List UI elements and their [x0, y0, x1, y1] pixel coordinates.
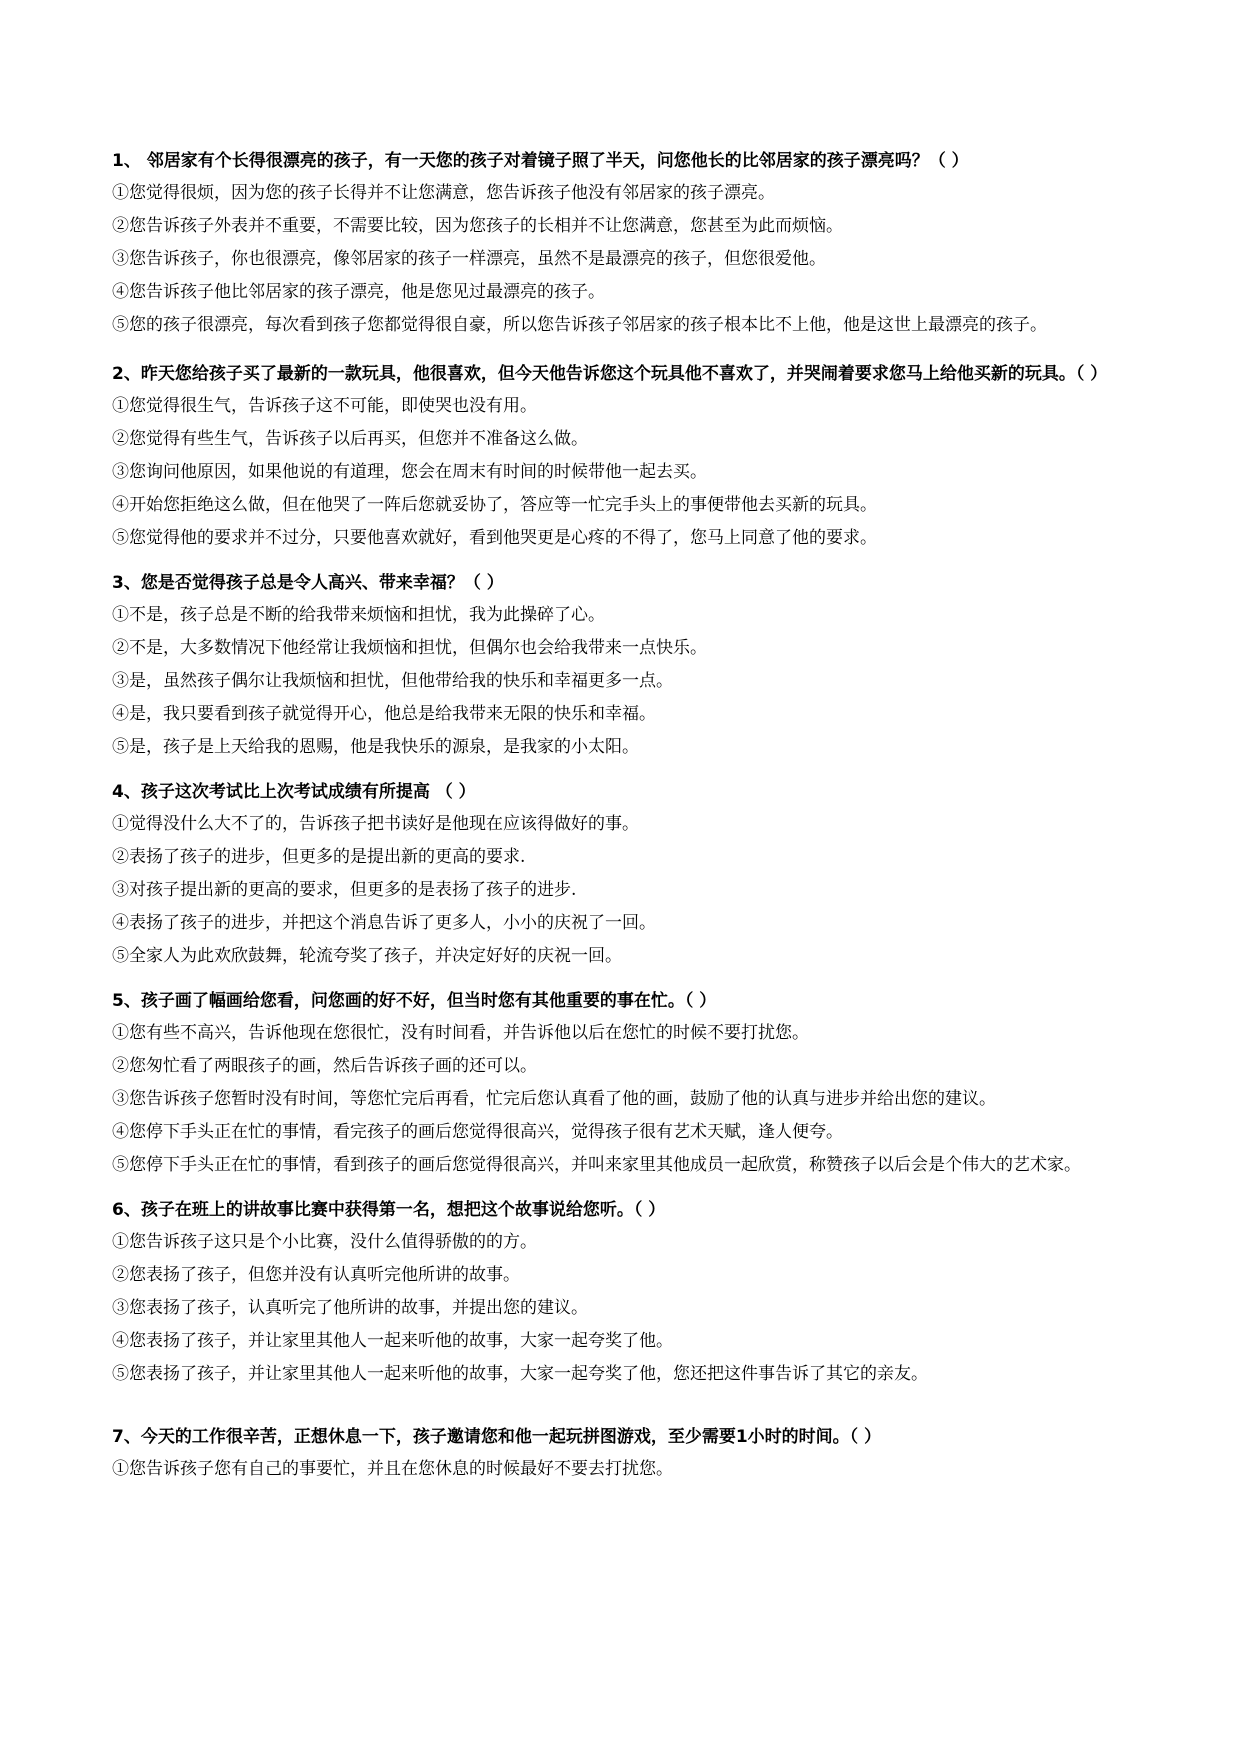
question-2: [112, 358, 1137, 555]
option: ④表扬了孩子的进步，并把这个消息告诉了更多人，小小的庆祝了一回。: [112, 913, 656, 933]
option: ①觉得没什么大不了的，告诉孩子把书读好是他现在应该得做好的事。: [112, 814, 639, 834]
option: ①您告诉孩子这只是个小比赛，没什么值得骄傲的的方。: [112, 1232, 537, 1252]
option: ⑤您停下手头正在忙的事情，看到孩子的画后您觉得很高兴，并叫来家里其他成员一起欣赏，称赞孩子以后会是个伟大的艺术家。: [112, 1155, 1081, 1175]
option: ①您告诉孩子您有自己的事要忙，并且在您休息的时候最好不要去打扰您。: [112, 1459, 673, 1479]
option: ②您觉得有些生气，告诉孩子以后再买，但您并不准备这么做。: [112, 429, 588, 449]
question-title: 4、孩子这次考试比上次考试成绩有所提高 （ ）: [112, 782, 476, 802]
option: ③您告诉孩子，你也很漂亮，像邻居家的孩子一样漂亮，虽然不是最漂亮的孩子，但您很爱他。: [112, 249, 826, 269]
option: ④是，我只要看到孩子就觉得开心，他总是给我带来无限的快乐和幸福。: [112, 704, 656, 724]
option: ②您表扬了孩子，但您并没有认真听完他所讲的故事。: [112, 1265, 520, 1285]
option: ④您表扬了孩子，并让家里其他人一起来听他的故事，大家一起夸奖了他。: [112, 1331, 673, 1351]
question-title: 6、孩子在班上的讲故事比赛中获得第一名，想把这个故事说给您听。（ ）: [112, 1200, 666, 1220]
option: ⑤全家人为此欢欣鼓舞，轮流夸奖了孩子，并决定好好的庆祝一回。: [112, 946, 622, 966]
question-title: 7、今天的工作很辛苦，正想休息一下，孩子邀请您和他一起玩拼图游戏，至少需要1小时的时间。（ ）: [112, 1427, 882, 1447]
option: ③您告诉孩子您暂时没有时间，等您忙完后再看，忙完后您认真看了他的画，鼓励了他的认真与进步并给出您的建议。: [112, 1089, 996, 1109]
option: ①您觉得很生气，告诉孩子这不可能，即使哭也没有用。: [112, 396, 537, 416]
option: ②您匆忙看了两眼孩子的画，然后告诉孩子画的还可以。: [112, 1056, 537, 1076]
question-title: 3、您是否觉得孩子总是令人高兴、带来幸福？（ ）: [112, 573, 504, 593]
option: ③您询问他原因，如果他说的有道理，您会在周末有时间的时候带他一起去买。: [112, 462, 707, 482]
option: ②您告诉孩子外表并不重要，不需要比较，因为您孩子的长相并不让您满意，您甚至为此而烦恼。: [112, 216, 843, 236]
option: ①您觉得很烦，因为您的孩子长得并不让您满意，您告诉孩子他没有邻居家的孩子漂亮。: [112, 183, 775, 203]
option: ②表扬了孩子的进步，但更多的是提出新的更高的要求.: [112, 847, 526, 867]
option: ③对孩子提出新的更高的要求，但更多的是表扬了孩子的进步.: [112, 880, 577, 900]
option: ⑤您觉得他的要求并不过分，只要他喜欢就好，看到他哭更是心疼的不得了，您马上同意了他的要求。: [112, 528, 877, 548]
option: ④开始您拒绝这么做，但在他哭了一阵后您就妥协了，答应等一忙完手头上的事便带他去买新的玩具。: [112, 495, 877, 515]
option: ④您停下手头正在忙的事情，看完孩子的画后您觉得很高兴，觉得孩子很有艺术天赋，逢人便夸。: [112, 1122, 843, 1142]
questionnaire-page: [112, 145, 1137, 1486]
option: ①您有些不高兴，告诉他现在您很忙，没有时间看，并告诉他以后在您忙的时候不要打扰您。: [112, 1023, 809, 1043]
question-3: [112, 567, 1137, 764]
question-title: 2、昨天您给孩子买了最新的一款玩具，他很喜欢，但今天他告诉您这个玩具他不喜欢了，并哭闹着要求您马上给他买新的玩具。（ ）: [112, 364, 1108, 384]
option: ⑤您的孩子很漂亮，每次看到孩子您都觉得很自豪，所以您告诉孩子邻居家的孩子根本比不上他，他是这世上最漂亮的孩子。: [112, 315, 1047, 335]
question-title: 1、 邻居家有个长得很漂亮的孩子，有一天您的孩子对着镜子照了半天，问您他长的比邻居家的孩子漂亮吗？（ ）: [112, 151, 969, 171]
option: ⑤您表扬了孩子，并让家里其他人一起来听他的故事，大家一起夸奖了他，您还把这件事告诉了其它的亲友。: [112, 1364, 928, 1384]
option: ③您表扬了孩子，认真听完了他所讲的故事，并提出您的建议。: [112, 1298, 588, 1318]
question-4: [112, 776, 1137, 973]
question-7: [112, 1421, 1137, 1486]
option: ③是，虽然孩子偶尔让我烦恼和担忧，但他带给我的快乐和幸福更多一点。: [112, 671, 673, 691]
option: ①不是，孩子总是不断的给我带来烦恼和担忧，我为此操碎了心。: [112, 605, 605, 625]
option: ④您告诉孩子他比邻居家的孩子漂亮，他是您见过最漂亮的孩子。: [112, 282, 605, 302]
option: ⑤是，孩子是上天给我的恩赐，他是我快乐的源泉，是我家的小太阳。: [112, 737, 639, 757]
question-title: 5、孩子画了幅画给您看，问您画的好不好，但当时您有其他重要的事在忙。（ ）: [112, 991, 717, 1011]
question-5: [112, 985, 1137, 1182]
question-1: [112, 145, 1137, 342]
question-6: [112, 1194, 1137, 1391]
option: ②不是，大多数情况下他经常让我烦恼和担忧，但偶尔也会给我带来一点快乐。: [112, 638, 707, 658]
